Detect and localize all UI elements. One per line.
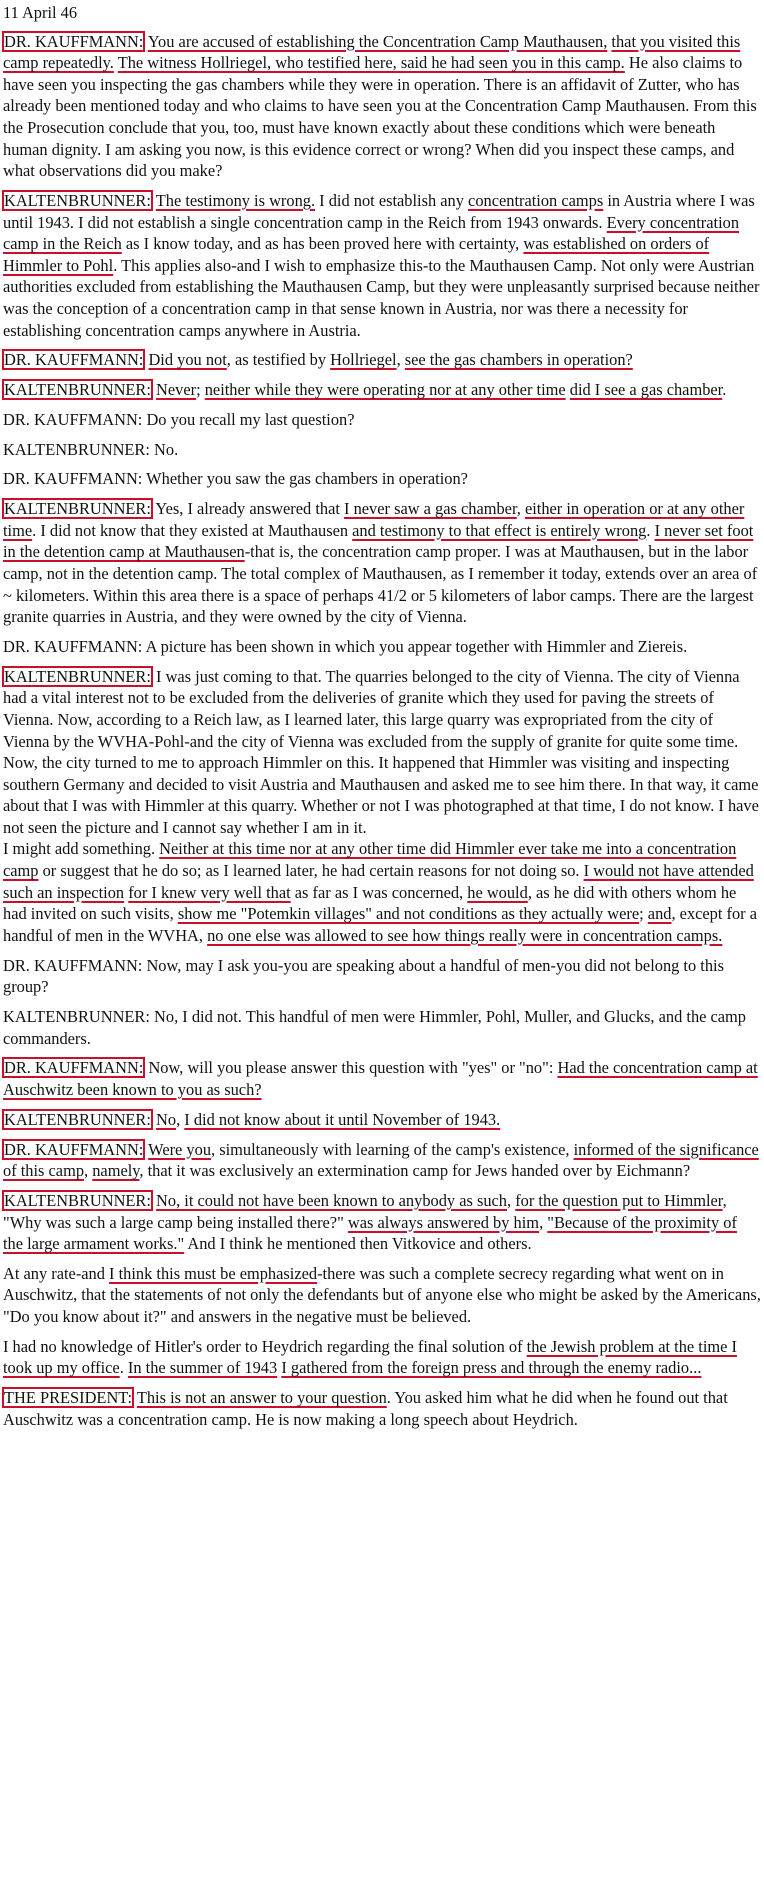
transcript-paragraph [3, 31, 761, 182]
text-segment: as I know today, and as has been proved here with certainty, [121, 234, 524, 254]
underlined-phrase: was always answered by him [347, 1212, 540, 1232]
speaker-label-boxed: KALTENBRUNNER: [4, 190, 151, 210]
text-segment: , [516, 499, 525, 519]
underlined-phrase: concentration camps [468, 190, 604, 210]
speaker-label-boxed: DR. KAUFFMANN: [4, 1058, 144, 1078]
text-segment: He also claims to have seen you inspecting the gas chambers while they were in operation. There is an affidavit of Zutter, who has already been mentioned today and who claims to have seen you at the Concentration Camp Mauthausen. From this the Prosecution conclude that you, too, must have known exactly about these conditions which were beneath human dignity. I am asking you now, is this evidence correct or wrong? When did you inspect these camps, and what observations did you make? [3, 53, 757, 181]
underlined-phrase: informed of the significance of this camp [3, 1139, 759, 1181]
speaker-label: KALTENBRUNNER: [3, 1007, 150, 1026]
transcript-paragraph [3, 1263, 761, 1328]
text-segment: And I think he mentioned then Vitkovice and others. [184, 1234, 532, 1254]
text-segment: . I did not know that they existed at Mauthausen [32, 520, 353, 540]
transcript-paragraph [3, 1109, 761, 1131]
text-segment: -that is, the concentration camp proper. I was at Mauthausen, but in the labor camp, not in the detention camp. The total complex of Mauthausen, as I remember it today, extends over an area of ~ kilometers. Within this area there is a space of perhaps 41/2 or 5 kilometers of labor camps. There are the largest granite quarries in Austria, and they were owned by the city of Vienna. [3, 542, 758, 627]
speaker-label-boxed: DR. KAUFFMANN: [4, 350, 144, 370]
speaker-label: DR. KAUFFMANN: [3, 955, 143, 975]
speaker-label-boxed: KALTENBRUNNER: [4, 380, 151, 400]
text-segment: as far as I was concerned, [290, 882, 468, 902]
underlined-phrase: Neither at this time nor at any other time did Himmler ever take me into a concentration camp [3, 839, 737, 881]
text-segment: , simultaneously with learning of the camp's existence, [211, 1139, 574, 1159]
speaker-label-boxed: KALTENBRUNNER: [4, 666, 151, 686]
transcript-paragraph [3, 1006, 761, 1049]
underlined-phrase: "Because of the proximity of the large armament works." [3, 1212, 737, 1254]
underlined-phrase: No [156, 1109, 177, 1129]
underlined-phrase: No, it could not have been known to anybody as such [156, 1190, 507, 1210]
text-segment: No, I did not. This handful of men were Himmler, Pohl, Muller, and Glucks, and the camp commanders. [3, 1007, 747, 1048]
text-segment: in Austria where I was until 1943. I did not establish a single concentration camp in the Reich from 1943 onwards. [3, 190, 755, 232]
speaker-label: DR. KAUFFMANN: [3, 409, 143, 429]
speaker-label-boxed: DR. KAUFFMANN: [4, 31, 144, 51]
underlined-phrase: either in operation or at any other time [3, 499, 745, 540]
text-segment: , as testified by [226, 350, 331, 370]
text-segment: , as he did with others whom he had invited on such visits, [3, 882, 737, 924]
text-segment: , [507, 1190, 516, 1210]
underlined-phrase: namely [92, 1161, 140, 1181]
transcript-paragraph [3, 379, 761, 401]
text-segment: Yes, I already answered that [155, 499, 345, 519]
speaker-label: KALTENBRUNNER: [3, 439, 150, 459]
transcript-paragraph [3, 190, 761, 341]
transcript-paragraph [3, 1190, 761, 1255]
speaker-label: DR. KAUFFMANN: [3, 636, 143, 656]
underlined-phrase: was established on orders of Himmler to Pohl [3, 234, 710, 275]
underlined-phrase: In the summer of 1943 [127, 1358, 278, 1378]
underlined-phrase: that you visited this camp repeatedly. [3, 31, 741, 73]
text-segment: , [539, 1212, 548, 1232]
underlined-phrase: I would not have attended such an inspection [3, 861, 754, 902]
underlined-phrase: did I see a gas chamber [569, 380, 723, 400]
text-segment: Do you recall my last question? [146, 409, 355, 429]
transcript-paragraph [3, 1139, 761, 1182]
text-segment: Whether you saw the gas chambers in operation? [146, 469, 468, 489]
speaker-label-boxed: KALTENBRUNNER: [4, 499, 151, 519]
underlined-phrase: no one else was allowed to see how things really were in concentration camps. [207, 925, 723, 945]
speaker-label-boxed: KALTENBRUNNER: [4, 1190, 151, 1210]
text-segment: , [396, 350, 405, 370]
text-segment: . This applies also-and I wish to emphasize this-to the Mauthausen Camp. Not only were Austrian authorities excluded from establishing the Mauthausen Camp, but they were unpleasantly surprised because neither was the conception of a concentration camp in that sense known in Austria, nor was there a necessity for establishing concentration camps anywhere in Austria. [3, 255, 760, 340]
underlined-phrase: the Jewish problem at the time I took up my office [3, 1336, 737, 1378]
underlined-phrase: This is not an answer to your question [136, 1388, 387, 1408]
text-segment: . [646, 520, 655, 540]
transcript-paragraph [3, 666, 761, 839]
text-segment: , except for a handful of men in the WVHA, [3, 904, 758, 945]
transcript-paragraph [3, 498, 761, 628]
underlined-phrase: I never set foot in the detention camp at Mauthausen [3, 520, 754, 562]
underlined-phrase: Did you not [148, 350, 227, 370]
underlined-phrase: neither while they were operating nor at any other time [204, 380, 566, 400]
underlined-phrase: The witness Hollriegel, who testified here, said he had seen you in this camp. [117, 53, 625, 73]
underlined-phrase: I did not know about it until November of 1943. [184, 1109, 501, 1129]
underlined-phrase: I never saw a gas chamber [344, 499, 517, 519]
transcript-paragraph [3, 955, 761, 998]
text-segment: , that it was exclusively an extermination camp for Jews handed over by Eichmann? [139, 1161, 691, 1181]
text-segment: -there was such a complete secrecy regarding what went on in Auschwitz, that the statements of not only the defendants but of anyone else who might be asked by the Americans, "Do you know about it?" and answers in the negative must be believed. [3, 1263, 761, 1327]
text-segment: Now, will you please answer this question with "yes" or "no": [148, 1058, 558, 1078]
transcript-body [3, 31, 761, 1431]
underlined-phrase: he would [467, 882, 528, 902]
underlined-phrase: I think this must be emphasized [109, 1263, 318, 1283]
text-segment: Now, may I ask you-you are speaking about a handful of men-you did not belong to this group? [3, 955, 724, 997]
transcript-paragraph [3, 838, 761, 946]
transcript-paragraph [3, 1336, 761, 1379]
underlined-phrase: Never [156, 380, 197, 400]
text-segment: or suggest that he do so; as I learned later, he had certain reasons for not doing so. [38, 861, 584, 881]
text-segment: , [176, 1109, 185, 1129]
underlined-phrase: for I knew very well that [128, 882, 291, 902]
text-segment: I did not establish any [315, 190, 469, 210]
text-segment: I was just coming to that. The quarries belonged to the city of Vienna. The city of Vienna had a vital interest not to be excluded from the deliveries of granite which they used for paving the streets of Vienna. Now, according to a Reich law, as I learned later, this large quarry was expropriated from the city of Vienna by the WVHA-Pohl-and the city of Vienna was excluded from the supply of granite for quite some time. Now, the city turned to me to approach Himmler on this. It happened that Himmler was visiting and inspecting southern Germany and decided to visit Austria and Mauthausen and asked me to see him there. In that way, it came about that I was with Himmler at this quarry. Whether or not I was photographed at that time, I do not know. I have not seen the picture and I cannot say whether I am in it. [3, 666, 759, 837]
page-date: 11 April 46 [3, 3, 78, 22]
transcript-paragraph [3, 468, 761, 490]
text-segment: , [84, 1161, 93, 1181]
underlined-phrase: and testimony to that effect is entirely wrong [352, 520, 647, 540]
text-segment: . [722, 380, 727, 400]
underlined-phrase: The testimony is wrong. [155, 190, 316, 210]
underlined-phrase: see the gas chambers in operation? [404, 350, 633, 370]
transcript-paragraph [3, 636, 761, 658]
text-segment: ; [639, 904, 648, 924]
underlined-phrase: Had the concentration camp at Auschwitz been known to you as such? [3, 1058, 758, 1099]
text-segment: , "Why was such a large camp being installed there?" [3, 1190, 727, 1232]
speaker-label-boxed: DR. KAUFFMANN: [4, 1139, 144, 1159]
text-segment: At any rate-and [3, 1263, 110, 1283]
text-segment: . You asked him what he did when he found out that Auschwitz was a concentration camp. He is now making a long speech about Heydrich. [3, 1388, 728, 1429]
text-segment: I might add something. [3, 839, 160, 859]
underlined-phrase: Were you [148, 1139, 212, 1159]
transcript-paragraph [3, 1387, 761, 1430]
transcript-paragraph [3, 409, 761, 431]
speaker-label-boxed: KALTENBRUNNER: [4, 1109, 151, 1129]
underlined-phrase: You are accused of establishing the Concentration Camp Mauthausen, [147, 31, 608, 51]
underlined-phrase: Every concentration camp in the Reich [3, 212, 740, 254]
transcript-paragraph [3, 349, 761, 371]
underlined-phrase: and [647, 904, 672, 924]
transcript-paragraph [3, 439, 761, 461]
text-segment: . [119, 1358, 128, 1378]
transcript-paragraph [3, 1057, 761, 1100]
speaker-label-boxed: THE PRESIDENT: [4, 1388, 133, 1408]
speaker-label: DR. KAUFFMANN: [3, 469, 143, 489]
text-segment: No. [154, 439, 179, 459]
text-segment: A picture has been shown in which you appear together with Himmler and Ziereis. [145, 636, 688, 656]
underlined-phrase: Hollriegel [330, 350, 397, 370]
text-segment: I had no knowledge of Hitler's order to Heydrich regarding the final solution of [3, 1336, 527, 1356]
underlined-phrase: for the question put to Himmler [515, 1190, 723, 1210]
text-segment: ; [196, 380, 205, 400]
underlined-phrase: show me "Potemkin villages" and not conditions as they actually were [177, 904, 640, 924]
underlined-phrase: I gathered from the foreign press and through the enemy radio... [281, 1358, 702, 1378]
